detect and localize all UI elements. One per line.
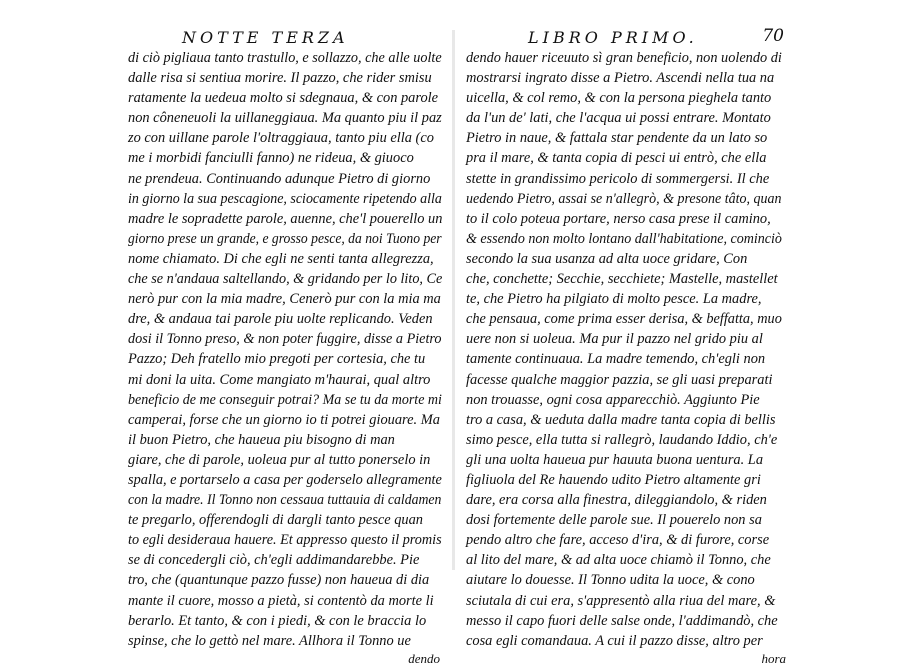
text-line: cosa egli comandaua. A cui il pazzo disse, altro per [466,632,763,649]
text-line: Pazzo; Deh fratello mio pregoti per cortesia, che tu [128,351,426,368]
text-line: facesse qualche maggior pazzia, se gli uasi preparati [466,371,773,388]
text-line: spinse, che lo gettò nel mare. Allhora il Tonno ue [128,632,411,649]
text-line: uicella, & col remo, & con la persona pieghela tanto [466,90,772,107]
text-line: figliuola del Re hauendo udito Pietro altamente gri [466,471,761,488]
text-line: me i morbidi fanciulli fanno) ne rideua, & giuoco [128,150,414,167]
text-line: al lito del mare, & ad alta uoce chiamò il Tonno, che [466,552,771,569]
text-line: non trouasse, ogni cosa apparecchiò. Aggiunto Pie [466,391,760,408]
text-line: simo pesce, ella tutta si rallegrò, laudando Iddio, ch'e [466,431,778,448]
text-line: nome chiamato. Di che egli ne senti tanta allegrezza, [128,250,434,267]
text-line: te pregarlo, offerendogli di dargli tanto pesce quan [128,512,423,529]
left-running-head: NOTTE TERZA [182,28,349,47]
text-line: con la madre. Il Tonno non cessaua tuttauia di caldamen [128,492,442,509]
left-catchword: dendo [408,650,440,666]
text-line: mi doni la uita. Come mangiato m'haurai, qual altro [128,371,431,388]
text-line: tro, che (quantunque pazzo fusse) non haueua di dia [128,572,430,589]
text-line: che, conchette; Secchie, secchiete; Mastelle, mastellet [466,271,778,288]
text-line: dre, & andaua tai parole piu uolte replicando. Veden [128,311,433,328]
right-page-text [466,48,782,651]
text-line: uere non si uoleua. Ma pur il pazzo nel grido piu al [466,331,763,348]
text-line: tamente continuaua. La madre temendo, ch'egli non [466,351,766,368]
text-line: dosi il Tonno preso, & non poter fuggire, disse a Pietro [128,331,442,348]
page-number: 70 [762,26,784,46]
text-line: mostrarsi ingrato disse a Pietro. Ascendi nella tua na [466,70,775,87]
text-line: giare, che di parole, uoleua pur al tutto ponerselo in [128,451,431,468]
text-line: aiutare lo douesse. Il Tonno udita la uoce, & cono [466,572,755,589]
text-line: dosi fortemente delle parole sue. Il pouerelo non sa [466,512,762,529]
text-line: di ciò pigliaua tanto trastullo, e sollazzo, che alle uolte [128,50,442,66]
text-line: che se n'andaua saltellando, & gridando per lo lito, Ce [128,271,443,288]
text-line: te, che Pietro ha pilgiato di molto pesce. La madre, [466,291,762,308]
text-line: madre le sopradette parole, auenne, che'l pouerello un [128,210,443,227]
text-line: dendo hauer riceuuto sì gran beneficio, non uolendo di [466,50,782,66]
text-line: giorno prese un grande, e grosso pesce, da noi Tuono per [128,230,442,247]
left-page [128,28,443,666]
text-line: da l'un de' lati, che l'acqua ui possi entrare. Montato [466,110,771,127]
right-page-header [466,28,782,48]
left-page-text [128,48,442,651]
text-line: se di concedergli ciò, ch'egli addimandarebbe. Pie [128,552,420,569]
text-line: in giorno la sua pescagione, sciocamente ripetendo alla [128,190,442,207]
right-running-head: LIBRO PRIMO. [528,28,698,47]
text-line: pra il mare, & tanta copia di pesci ui entrò, che ella [466,150,767,167]
text-line: che pensaua, come prima esser derisa, & beffatta, muo [466,311,782,328]
gutter-shadow [452,30,455,570]
text-line: dalle risa si sentiua morire. Il pazzo, che rider smisu [128,70,432,87]
text-line: sciutala di cui era, s'appresentò alla riua del mare, & [466,592,776,609]
text-line: to il colo poteua portare, nerso casa prese il camino, [466,210,771,227]
text-line: ne prendeua. Continuando adunque Pietro di giorno [128,170,431,187]
text-line: stette in grandissimo pericolo di sommergersi. Il che [466,170,770,187]
text-line: berarlo. Et tanto, & con i piedi, & con le braccia lo [128,612,427,629]
text-line: beneficio de me conseguir potrai? Ma se tu da morte mi [128,391,442,408]
text-line: gli una uolta haueua pur hauuta buona uentura. La [466,451,764,468]
text-line: tro a casa, & ueduta dalla madre tanta copia di bellis [466,411,776,428]
text-line: nerò pur con la mia madre, Cenerò pur con la mia ma [128,291,441,308]
left-page-header [128,28,442,48]
text-line: messo il capo fuori delle salse onde, l'addimandò, che [466,612,778,629]
text-line: uedendo Pietro, assai se n'allegrò, & presone tâto, quan [466,190,782,207]
text-line: & essendo non molto lontano dall'habitatione, cominciò [466,230,782,247]
text-line: pendo altro che fare, acceso d'ira, & di furore, corse [466,532,770,549]
text-line: to egli desideraua hauere. Et appresso questo il promis [128,532,442,549]
text-line: ratamente la uedeua molto si sdegnaua, & con parole [128,90,439,107]
text-line: camperai, forse che un giorno io ti potrei giouare. Ma [128,411,440,428]
text-line: mante il cuore, mosso a pietà, si contentò da morte li [128,592,434,609]
right-catchword: hora [761,650,786,666]
text-line: Pietro in naue, & fattala star pendente da un lato so [466,130,768,147]
right-page [466,26,786,666]
text-line: spalla, e portarselo a casa per goderselo allegramente [128,471,442,488]
text-line: il buon Pietro, che haueua piu bisogno di man [128,431,395,448]
text-line: non côneneuoli la uillaneggiaua. Ma quanto piu il paz [128,110,442,127]
text-line: dare, era corsa alla finestra, dileggiandolo, & riden [466,492,767,509]
text-line: secondo la sua usanza ad alta uoce gridare, Con [466,250,748,267]
text-line: zo con uillane parole l'oltraggiaua, tanto piu ella (co [128,130,434,147]
